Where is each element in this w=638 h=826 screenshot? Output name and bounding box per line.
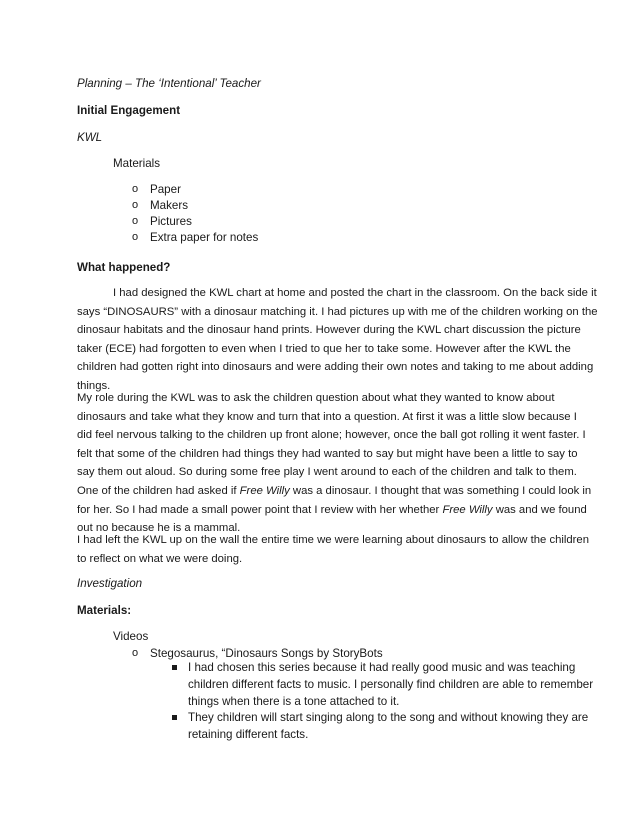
paragraph-line: felt that some of the children had things they had wanted to say but might have been a little to say to [77, 447, 578, 460]
investigation-heading: Investigation [77, 577, 143, 590]
emphasis-text: Free Willy [239, 484, 290, 497]
page-title: Planning – The ‘Intentional’ Teacher [77, 77, 261, 90]
paragraph-line: things. [77, 379, 111, 392]
circle-bullet-icon: o [132, 231, 139, 243]
list-item: Makers [150, 199, 189, 212]
materials-label: Materials [113, 157, 161, 170]
paragraph-line: My role during the KWL was to ask the children question about what they wanted to know about [77, 392, 555, 404]
paragraph-3 [77, 531, 590, 568]
sub-bullet-line: retaining different facts. [188, 728, 309, 741]
circle-bullet-icon: o [132, 647, 139, 659]
paragraph-line: taker (ECE) had forgotten to even when I tried to que her to take some. However after the KWL the [77, 342, 571, 355]
circle-bullet-icon: o [132, 183, 139, 195]
paragraph-line: dinosaur habitats and the dinosaur hand prints. However during the KWL chart discussion the picture [77, 324, 581, 337]
paragraph-line: say them out aloud. So during some free play I went around to each of the children and talk to them. [77, 466, 577, 479]
paragraph-line: I had designed the KWL chart at home and posted the chart in the classroom. On the back side it [113, 287, 597, 299]
square-bullet-icon [172, 715, 177, 720]
sub-bullet-line: They children will start singing along to the song and without knowing they are [188, 711, 589, 724]
initial-engagement-heading: Initial Engagement [77, 104, 181, 117]
text-run: for her. So I had made a small power point that I review with her whether [77, 503, 443, 516]
sub-bullet-line: things when there is a tone attached to it. [188, 695, 400, 708]
paragraph-line: to reflect on what we were doing. [77, 552, 243, 565]
paragraph-line [77, 501, 587, 520]
emphasis-text: Free Willy [442, 503, 493, 516]
text-run: One of the children had asked if [77, 484, 240, 497]
paragraph-line [77, 482, 592, 501]
materials-heading: Materials: [77, 604, 132, 617]
paragraph-line: says “DINOSAURS” with a dinosaur matching it. I had pictures up with me of the children working on the [77, 305, 598, 318]
paragraph-line: did feel nervous talking to the children up front alone; however, once the ball got rolling it went faster. I [77, 429, 586, 442]
square-bullet-icon [172, 665, 177, 670]
video-item: Stegosaurus, “Dinosaurs Songs by StoryBots [150, 647, 383, 660]
paragraph-2 [77, 389, 592, 538]
videos-label: Videos [113, 630, 149, 643]
text-run: was a dinosaur. I thought that was something I could look in [289, 484, 592, 497]
text-run: was and we found [492, 503, 587, 516]
list-item: Pictures [150, 215, 192, 228]
sub-bullet-line: children different facts to music. I personally find children are able to remember [188, 678, 594, 691]
circle-bullet-icon: o [132, 199, 139, 211]
list-item: Paper [150, 183, 181, 196]
paragraph-line: dinosaurs and take what they know and turn that into a question. At first it was a little slow because I [77, 410, 577, 423]
paragraph-line: children had gotten right into dinosaurs and were adding their own notes and taking to me about adding [77, 361, 594, 374]
sub-bullet-line: I had chosen this series because it had really good music and was teaching [188, 661, 576, 674]
kwl-heading: KWL [77, 131, 103, 144]
what-happened-heading: What happened? [77, 261, 171, 274]
circle-bullet-icon: o [132, 215, 139, 227]
paragraph-line: out no because he is a mammal. [77, 522, 241, 535]
paragraph-1 [77, 284, 598, 396]
list-item: Extra paper for notes [150, 231, 259, 244]
paragraph-line: I had left the KWL up on the wall the entire time we were learning about dinosaurs to allow the children [77, 534, 590, 546]
